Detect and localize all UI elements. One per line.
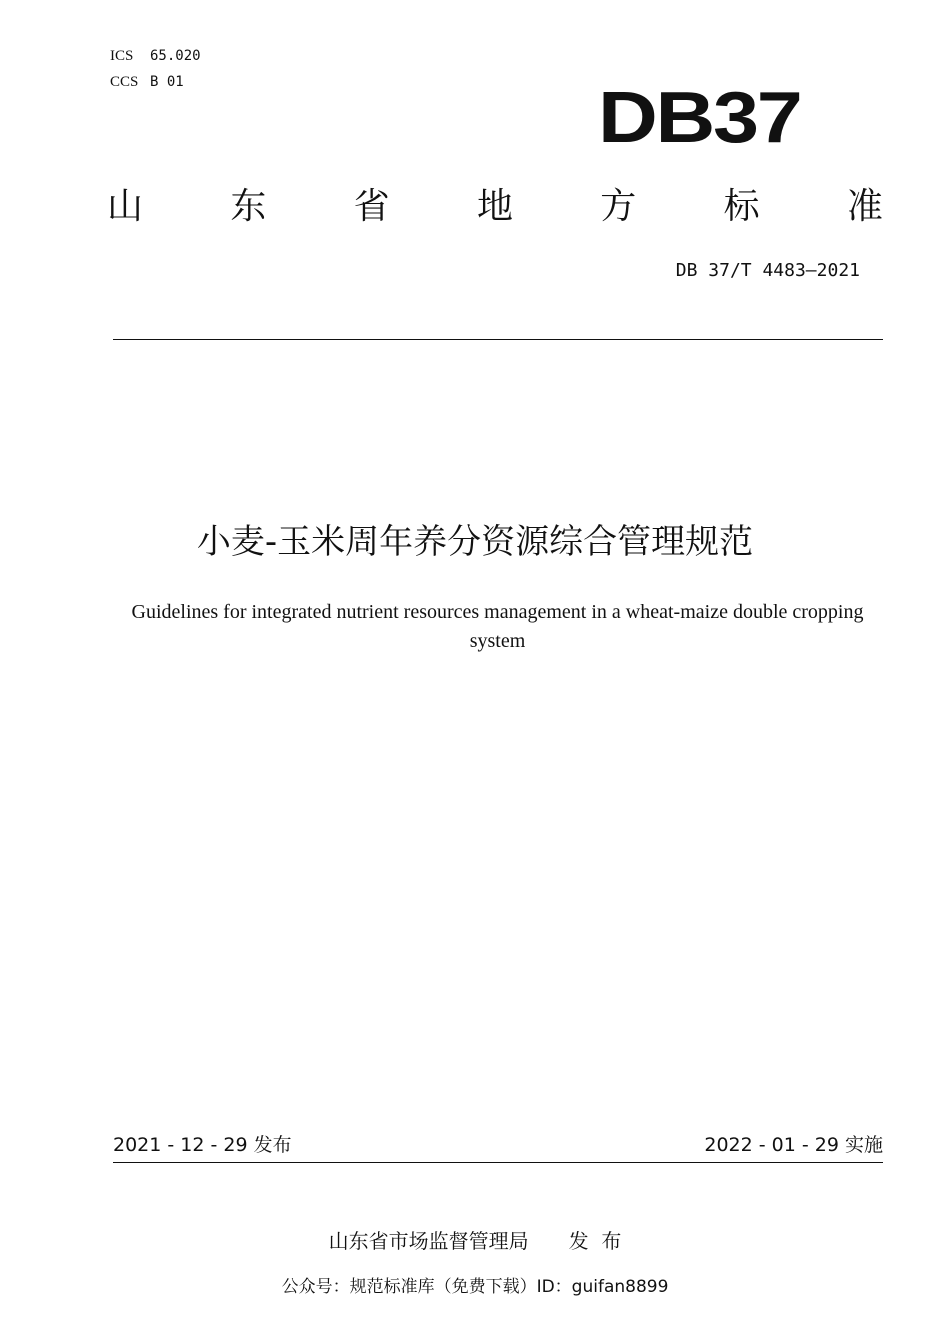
top-divider [113, 339, 883, 340]
db-logo: DB37 [598, 78, 801, 158]
issuer-action: 发 布 [568, 1229, 622, 1253]
ics-label: ICS [110, 48, 134, 64]
standard-type-char: 准 [846, 186, 883, 227]
title-chinese: 小麦-玉米周年养分资源综合管理规范 [196, 522, 754, 562]
bottom-divider [113, 1162, 883, 1163]
issuer-line [0, 1226, 950, 1256]
standard-type-char: 山 [106, 186, 143, 227]
ics-value: 65.020 [150, 48, 201, 64]
standard-number: DB 37/T 4483—2021 [675, 260, 860, 281]
standard-type-char: 省 [353, 186, 390, 227]
ccs-code [110, 72, 184, 91]
issuer-name: 山东省市场监督管理局 [328, 1229, 529, 1253]
ccs-value: B 01 [150, 74, 184, 90]
ccs-label: CCS [110, 74, 139, 90]
standard-type-char: 地 [476, 186, 513, 227]
standard-type-char: 方 [600, 186, 637, 227]
standard-type-heading [100, 182, 890, 232]
standard-type-char: 东 [230, 186, 267, 227]
ics-code [110, 46, 201, 65]
issue-date: 2021 - 12 - 29 发布 [113, 1134, 292, 1156]
watermark-text: 公众号：规范标准库（免费下载）ID：guifan8899 [281, 1277, 669, 1297]
standard-type-char: 标 [723, 186, 760, 227]
effective-date: 2022 - 01 - 29 实施 [704, 1134, 883, 1156]
title-english: Guidelines for integrated nutrient resources management in a wheat-maize double cropping system [131, 601, 864, 652]
